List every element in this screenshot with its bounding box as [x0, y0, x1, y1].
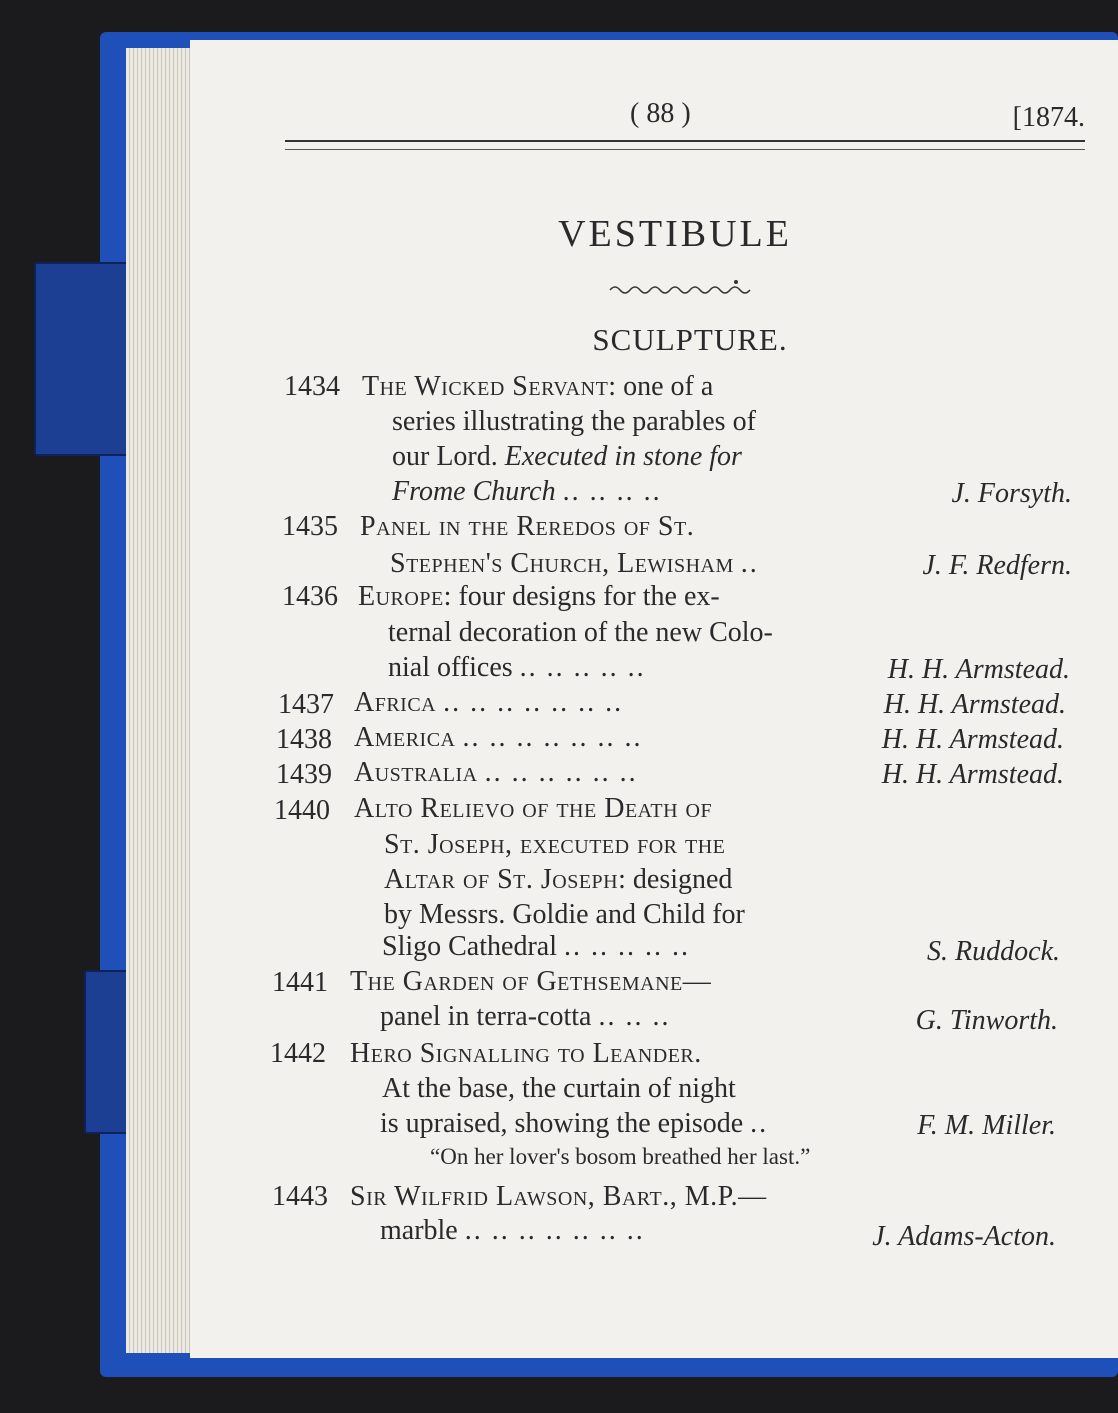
- entry-text-line: [392, 440, 742, 474]
- entry-title: St. Joseph, executed for the: [384, 829, 726, 860]
- entry-number: 1443: [272, 1181, 328, 1212]
- entry-title: Stephen's Church, Lewisham: [390, 548, 734, 579]
- artist-name: J. Adams-Acton.: [872, 1221, 1056, 1252]
- entry-number: 1436: [282, 581, 338, 612]
- page-header: [190, 98, 1085, 136]
- entry-text: by Messrs. Goldie and Child for: [384, 899, 745, 930]
- page-number: ( 88 ): [630, 98, 691, 129]
- entry-text-line: [380, 1107, 768, 1141]
- leader-dots: ..: [740, 548, 759, 579]
- entry-title-line: [358, 580, 720, 614]
- entry-title: Panel in the Reredos of St.: [360, 511, 695, 542]
- artist-name: J. Forsyth.: [951, 478, 1072, 509]
- header-rule-thin: [285, 149, 1085, 150]
- leader-dots: .. .. .. .. .. .. ..: [464, 1215, 645, 1246]
- entry-title: The Wicked Servant: [362, 371, 609, 402]
- entry-title: Sir Wilfrid Lawson, Bart., M.P.—: [350, 1181, 767, 1212]
- entry-title-line: [390, 547, 759, 581]
- wavy-ornament: [608, 278, 758, 298]
- year-label: [1874.: [1012, 102, 1085, 133]
- entry-text-line: [380, 1000, 670, 1034]
- entry-text: Sligo Cathedral: [382, 931, 557, 962]
- entry-title-line: [362, 370, 713, 404]
- entry-number: 1441: [272, 967, 328, 998]
- entry-title-line: [354, 756, 638, 790]
- entry-text: is upraised, showing the episode: [380, 1108, 744, 1139]
- artist-name: G. Tinworth.: [915, 1005, 1058, 1036]
- leader-dots: .. .. ..: [598, 1001, 671, 1032]
- entry-title-line: [354, 686, 623, 720]
- entry-title: Africa: [354, 687, 437, 718]
- artist-name: J. F. Redfern.: [922, 550, 1072, 581]
- entry-note: Frome Church: [392, 476, 556, 507]
- artist-name: H. H. Armstead.: [881, 724, 1064, 755]
- leader-dots: .. .. .. .. ..: [563, 931, 690, 962]
- artist-name: H. H. Armstead.: [883, 689, 1066, 720]
- page-edges: [126, 48, 198, 1353]
- entry-text-line: [382, 930, 690, 964]
- entry-text: series illustrating the parables of: [392, 406, 756, 437]
- entry-text: : designed: [618, 864, 733, 895]
- leader-dots: .. .. .. .. ..: [519, 652, 646, 683]
- artist-name: S. Ruddock.: [927, 936, 1060, 967]
- entry-text: : one of a: [608, 371, 714, 402]
- header-rule: [285, 140, 1085, 142]
- entry-title: Hero Signalling to Leander.: [350, 1038, 702, 1069]
- section-subtitle: SCULPTURE.: [592, 322, 788, 357]
- leader-dots: .. .. .. .. .. ..: [484, 757, 638, 788]
- artist-name: H. H. Armstead.: [881, 759, 1064, 790]
- entry-text: nial offices: [388, 652, 513, 683]
- entry-title: Australia: [354, 757, 478, 788]
- binding-tab-upper: [34, 262, 130, 456]
- entry-number: 1440: [274, 795, 330, 826]
- entry-number: 1442: [270, 1038, 326, 1069]
- leader-dots: .. .. .. .. .. .. ..: [462, 722, 643, 753]
- entry-text: our Lord.: [392, 441, 498, 472]
- entry-text-line: [388, 651, 646, 685]
- leader-dots: .. .. .. ..: [562, 476, 662, 507]
- leader-dots: .. .. .. .. .. .. ..: [443, 687, 624, 718]
- entry-title-line: [384, 863, 732, 897]
- quotation: “On her lover's bosom breathed her last.”: [430, 1144, 811, 1169]
- entry-text: : four designs for the ex-: [443, 581, 720, 612]
- entry-title: America: [354, 722, 456, 753]
- entry-title: The Garden of Gethsemane—: [350, 966, 712, 997]
- artist-name: F. M. Miller.: [917, 1110, 1056, 1141]
- entry-title: Altar of St. Joseph: [384, 864, 619, 895]
- leader-dots: ..: [750, 1108, 769, 1139]
- entry-number: 1437: [278, 689, 334, 720]
- entry-text: At the base, the curtain of night: [382, 1073, 736, 1104]
- entry-text-line: [380, 1214, 645, 1248]
- artist-name: H. H. Armstead.: [887, 654, 1070, 685]
- entry-number: 1439: [276, 759, 332, 790]
- entry-text: ternal decoration of the new Colo-: [388, 617, 773, 648]
- entry-note: Executed in stone for: [504, 441, 742, 472]
- section-title: VESTIBULE: [558, 213, 792, 255]
- entry-title: Alto Relievo of the Death of: [354, 793, 713, 824]
- entry-text: panel in terra-cotta: [380, 1001, 592, 1032]
- entry-title: Europe: [358, 581, 444, 612]
- entry-number: 1438: [276, 724, 332, 755]
- entry-text: marble: [380, 1215, 458, 1246]
- entry-number: 1435: [282, 511, 338, 542]
- entry-number: 1434: [284, 371, 340, 402]
- entry-title-line: [354, 721, 643, 755]
- entry-note-line: [392, 475, 662, 509]
